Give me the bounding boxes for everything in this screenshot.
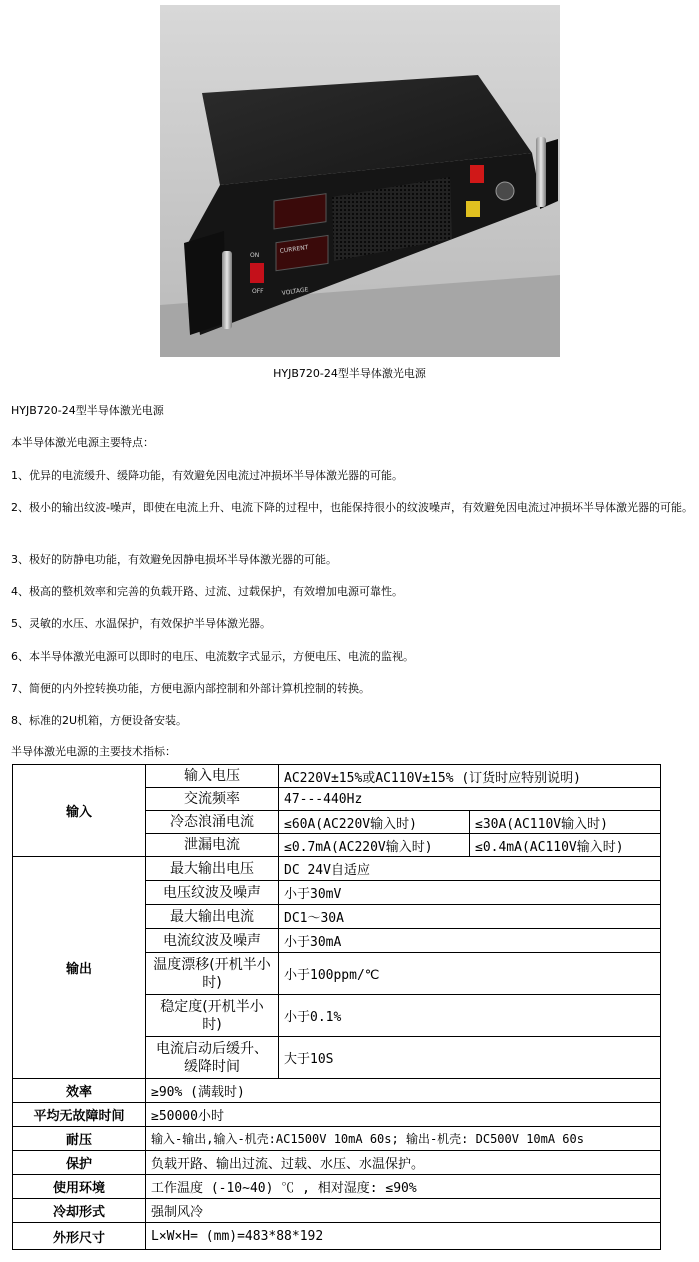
feature-item: 6、本半导体激光电源可以即时的电压、电流数字式显示，方便电压、电流的监视。 [11, 650, 414, 663]
current-label: CURRENT [279, 244, 309, 255]
feature-item: 2、极小的输出纹波-噪声，即使在电流上升、电流下降的过程中，也能保持很小的纹波噪声，有效避免因电流过冲损坏半导体激光器的可能。 [11, 501, 693, 514]
spec-value: AC220V±15%或AC110V±15% (订货时应特别说明) [279, 765, 661, 788]
table-row [13, 1199, 661, 1223]
feature-item: 5、灵敏的水压、水温保护，有效保护半导体激光器。 [11, 617, 271, 630]
specs-heading: 半导体激光电源的主要技术指标： [11, 745, 176, 758]
spec-label: 最大输出电流 [146, 905, 279, 929]
feature-item: 7、简便的内外控转换功能，方便电源内部控制和外部计算机控制的转换。 [11, 682, 370, 695]
spec-value: ≤0.4mA(AC110V输入时) [470, 834, 661, 857]
spec-value: 小于30mV [279, 881, 661, 905]
spec-category: 使用环境 [13, 1175, 146, 1199]
spec-label: 温度漂移(开机半小时) [146, 953, 279, 995]
spec-label: 交流频率 [146, 788, 279, 811]
spec-label: 冷态浪涌电流 [146, 811, 279, 834]
power-supply-illustration [160, 5, 560, 357]
table-row [13, 857, 661, 881]
spec-category: 保护 [13, 1151, 146, 1175]
spec-value: ≤0.7mA(AC220V输入时) [279, 834, 470, 857]
output-group-label: 输出 [13, 857, 146, 1079]
spec-label: 最大输出电压 [146, 857, 279, 881]
spec-category: 冷却形式 [13, 1199, 146, 1223]
table-row [13, 765, 661, 788]
table-row [13, 1127, 661, 1151]
spec-value: ≤60A(AC220V输入时) [279, 811, 470, 834]
spec-value: DC 24V自适应 [279, 857, 661, 881]
spec-category: 耐压 [13, 1127, 146, 1151]
table-row [13, 1151, 661, 1175]
spec-category: 效率 [13, 1079, 146, 1103]
spec-value: 47---440Hz [279, 788, 661, 811]
spec-value: 小于0.1% [279, 995, 661, 1037]
product-title: HYJB720-24型半导体激光电源 [11, 404, 164, 417]
spec-label: 电流启动后缓升、缓降时间 [146, 1037, 279, 1079]
spec-label: 电压纹波及噪声 [146, 881, 279, 905]
spec-value: ≤30A(AC110V输入时) [470, 811, 661, 834]
spec-table [12, 764, 661, 1250]
photo-caption: HYJB720-24型半导体激光电源 [273, 367, 426, 380]
spec-value: 负载开路、输出过流、过载、水压、水温保护。 [146, 1151, 661, 1175]
on-label: ON [250, 252, 260, 259]
table-row [13, 1175, 661, 1199]
product-photo [160, 5, 560, 357]
feature-item: 4、极高的整机效率和完善的负载开路、过流、过载保护，有效增加电源可靠性。 [11, 585, 403, 598]
feature-item: 8、标准的2U机箱，方便设备安装。 [11, 714, 188, 727]
feature-item: 1、优异的电流缓升、缓降功能，有效避免因电流过冲损坏半导体激光器的可能。 [11, 469, 403, 482]
spec-value: ≥90% (满载时) [146, 1079, 661, 1103]
table-row [13, 1223, 661, 1250]
input-group-label: 输入 [13, 765, 146, 857]
spec-value: 工作温度 (-10~40) ℃ , 相对湿度: ≤90% [146, 1175, 661, 1199]
voltage-label: VOLTAGE [281, 286, 309, 297]
off-label: OFF [252, 288, 264, 295]
spec-label: 泄漏电流 [146, 834, 279, 857]
spec-category: 外形尺寸 [13, 1223, 146, 1250]
spec-value: ≥50000小时 [146, 1103, 661, 1127]
spec-value: L×W×H= (mm)=483*88*192 [146, 1223, 661, 1250]
spec-label: 稳定度(开机半小时) [146, 995, 279, 1037]
spec-label: 电流纹波及噪声 [146, 929, 279, 953]
spec-value: 强制风冷 [146, 1199, 661, 1223]
spec-label: 输入电压 [146, 765, 279, 788]
spec-value: DC1～30A [279, 905, 661, 929]
feature-item: 3、极好的防静电功能，有效避免因静电损坏半导体激光器的可能。 [11, 553, 337, 566]
features-heading: 本半导体激光电源主要特点： [11, 436, 154, 449]
spec-value: 大于10S [279, 1037, 661, 1079]
table-row [13, 1079, 661, 1103]
spec-category: 平均无故障时间 [13, 1103, 146, 1127]
spec-value: 小于30mA [279, 929, 661, 953]
spec-value: 输入-输出,输入-机壳:AC1500V 10mA 60s; 输出-机壳: DC500V 10mA 60s [146, 1127, 661, 1151]
table-row [13, 1103, 661, 1127]
spec-value: 小于100ppm/℃ [279, 953, 661, 995]
